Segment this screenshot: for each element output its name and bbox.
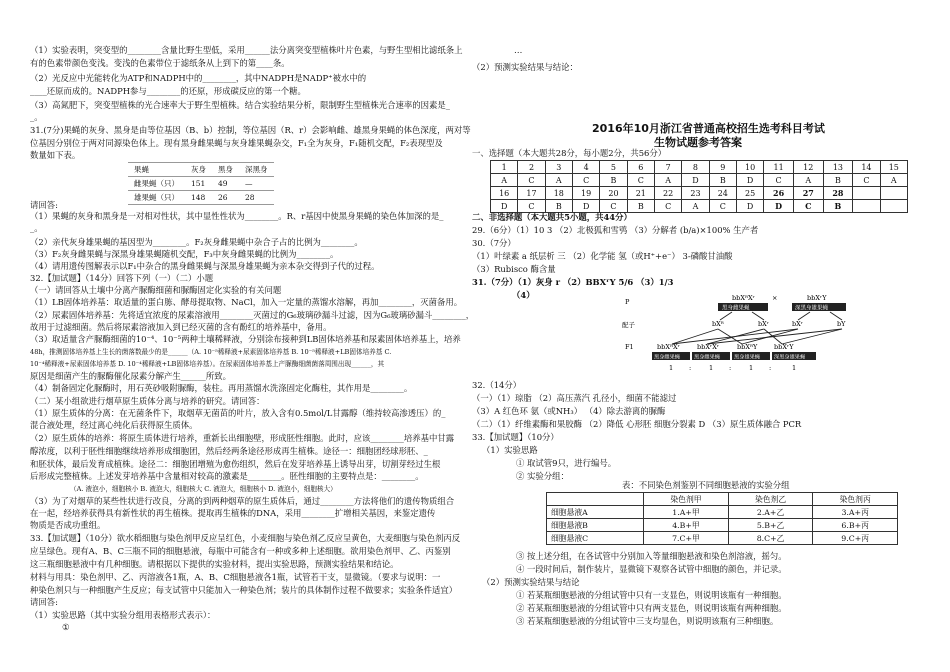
question-number-cell: 14 <box>853 161 880 174</box>
answer-cell: C <box>654 200 681 213</box>
table-header: 染色剂丙 <box>813 493 898 506</box>
table-row <box>547 506 898 519</box>
ans-31: 31.（7分）（1）灰身 r （2）BBXʳY 5/6 （3）1/3 <box>472 277 674 287</box>
q32-ii-1-cont: 混合液处理，经过离心纯化后获得原生质体。 <box>30 420 198 430</box>
q33-materials-cont: 种染色剂只与一种细胞产生反应；每支试管中只能加入一种染色剂；装片的具体制作过程不做要求；实验条件适宜） <box>30 585 458 595</box>
q32-title: 32.【加试题】（14分）回答下列（一）（二）小题 <box>30 273 214 283</box>
question-number-cell: 10 <box>736 161 763 174</box>
table-header: 染色剂乙 <box>728 493 813 506</box>
question-number-cell: 12 <box>793 161 823 174</box>
ratio-1: 1 <box>669 364 674 372</box>
ans-33-step2: ② 实验分组： <box>516 471 569 481</box>
answer-cell: C <box>764 174 794 187</box>
answer-cell: B <box>600 174 627 187</box>
answer-grid <box>490 160 908 213</box>
table-cell: 2.A+乙 <box>728 506 813 519</box>
section-choice-heading: 一、选择题（本大题共28分，每小题2分，共56分） <box>472 148 667 158</box>
answer-cell <box>880 200 907 213</box>
parent1-genotype: bbXᴿXʳ <box>732 294 755 302</box>
table-cell: 148 <box>185 191 212 205</box>
question-number-cell <box>880 187 907 200</box>
answer-cell: C <box>627 174 654 187</box>
gamete-2: bXʳ <box>758 320 770 328</box>
table-caption: 表：不同染色剂鉴别不同细胞悬液的实验分组 <box>622 480 790 490</box>
experiment-group-table <box>546 492 898 545</box>
q32-ii-2-options: （A. 液泡小，细胞核小 B. 液泡大，细胞核大 C. 液泡大，细胞核小 D. 液泡小，细胞核大） <box>70 485 337 493</box>
table-row <box>547 493 898 506</box>
table-cell: 5.B+乙 <box>728 519 813 532</box>
ans-33-1: （1）实验思路 <box>482 445 538 455</box>
parent2-phenotype: 深黑身雄果蝇 <box>795 305 829 312</box>
question-number-cell: 24 <box>709 187 736 200</box>
parent2-genotype: bbXʳY <box>807 294 827 302</box>
ratio-sep-1: : <box>689 364 692 372</box>
q32-4: （4）制备固定化脲酶时，用石英砂吸附脲酶，装柱。再用蒸馏水洗涤固定化酶柱，其作用是________。 <box>30 383 413 393</box>
table-cell: 28 <box>239 191 274 205</box>
question-number-cell: 8 <box>682 161 709 174</box>
question-number-cell: 17 <box>518 187 545 200</box>
ans-33-step4: ④ 一段时间后，制作装片，显微镜下观察各试管中细胞的颜色，并记录。 <box>516 564 787 574</box>
table-cell: 雄果蝇（只） <box>128 191 185 205</box>
section-open-heading: 二、非选择题（本大题共5小题，共44分） <box>472 212 632 222</box>
q30-line-3: （2）光反应中光能转化为ATP和NADPH中的________，其中NADPH是NADP⁺被水中的 <box>30 73 367 83</box>
q30-line-4: ____还原而成的。NADPH参与________的还原，形成碳反应的第一个糖。 <box>30 86 306 96</box>
ans-32: 32.（14分） <box>472 380 522 390</box>
ans-33: 33.【加试题】（10分） <box>472 432 559 442</box>
table-cell: 6.B+丙 <box>813 519 898 532</box>
left-column <box>30 0 475 672</box>
q32-ii-3: （3）为了对烟草的某些性状进行改良，分离的到两种烟草的原生质体后，通过________方法将他们的遗传物质组合 <box>30 496 455 506</box>
table-row <box>128 191 274 205</box>
answer-cell: A <box>682 200 709 213</box>
q33-circle-1: ① <box>62 622 70 632</box>
table-cell: 8.C+乙 <box>728 532 813 545</box>
table-cell: 49 <box>212 177 239 191</box>
gamete-1: bXᴿ <box>712 320 724 328</box>
answer-cell: D <box>491 200 518 213</box>
q32-ii-2-cont1: 醇浓度，以利于胚性细胞继续培养形成细胞团，然后经两条途径形成再生植株。途径一：细胞团经球形胚、_ <box>30 446 428 456</box>
q33-line-1: 33.【加试题】（10分）欲水稻细胞与染色剂甲反应呈红色，小麦细胞与染色剂乙反应呈黄色，大麦细胞与染色剂丙反 <box>30 533 461 543</box>
answer-cell: A <box>793 174 823 187</box>
ans-33-2: （2）预测实验结果与结论 <box>482 577 580 587</box>
q32-ii-3-cont1: 在一起，经培养获得具有新性状的再生植株。提取再生植株的DNA，采用________扩增相关基因，来鉴定遗传 <box>30 508 436 518</box>
q31-line-3: 数量如下表。 <box>30 150 81 160</box>
ans-32-i-3: （3）A 红色环 氨（或NH₃） （4）除去游离的脲酶 <box>472 406 666 416</box>
ans-32-ii: （二）（1）纤维素酶和果胶酶 （2）降低 心形胚 细胞分裂素 D （3）原生质体融合 PCR <box>472 419 802 429</box>
answer-cell <box>853 200 880 213</box>
table-row <box>128 177 274 191</box>
question-number-cell: 4 <box>572 161 599 174</box>
ans-29: 29.（6分）（1）10 3 （2）北极狐和雪鸮 （3）分解者 (b/a)×100% 生产者 <box>472 225 759 235</box>
offspring-1-phenotype: 黑身雌果蝇 <box>654 354 680 361</box>
answer-cell: C <box>518 200 545 213</box>
table-row <box>491 187 908 200</box>
table-cell: 细胞悬液C <box>547 532 644 545</box>
answer-subtitle: 生物试题参考答案 <box>654 136 742 149</box>
ans-33-step3: ③ 按上述分组，在各试管中分别加入等量细胞悬液和染色剂溶液，摇匀。 <box>516 551 787 561</box>
table-cell: — <box>239 177 274 191</box>
answer-cell: A <box>491 174 518 187</box>
table-cell: 1.A+甲 <box>644 506 729 519</box>
answer-cell: C <box>600 200 627 213</box>
answer-cell: D <box>572 200 599 213</box>
offspring-2: bbXʳXʳ <box>697 343 720 351</box>
table-row <box>491 200 908 213</box>
q32-ii-2-cont2: 和胚状体，最后发育成植株。途径二：细胞团增殖为愈伤组织，然后在发芽培养基上诱导出芽，切割芽经过生根 <box>30 459 441 469</box>
q30-line-1: （1）实验表明，突变型的________含量比野生型低，采用______法分离突变型植株叶片色素，与野生型相比滤纸条上 <box>30 45 463 55</box>
ans-33-result1: ① 若某瓶细胞悬液的分组试管中只有一支显色，则说明该瓶有一种细胞。 <box>516 590 787 600</box>
table-row <box>491 174 908 187</box>
table-row <box>547 532 898 545</box>
q31-line-2: 位基因分别位于两对同源染色体上。现有黑身雌果蝇与灰身雄果蝇杂交，F₁全为灰身，F₁随机交配，F₂表现型及 <box>30 138 443 148</box>
q32-ii-2-cont3: 后形成完整植株。上述发芽培养基中含量相对较高的激素是________。胚性细胞的主要特点是：________。 <box>30 471 424 481</box>
q31-sub1: （1）果蝇的灰身和黑身是一对相对性状，其中显性性状为________。R、r基因中使黑身果蝇的染色体加深的是_ <box>30 211 444 221</box>
question-number-cell: 27 <box>793 187 823 200</box>
ans-32-i: （一）（1）琼脂 （2）高压蒸汽 孔径小，细菌不能滤过 <box>472 393 677 403</box>
fly-data-table <box>128 162 274 205</box>
answer-cell: C <box>572 174 599 187</box>
table-cell: 细胞悬液A <box>547 506 644 519</box>
q33-line-2: 应呈绿色。现有A、B、C三瓶不同的细胞悬液，每瓶中可能含有一种或多种上述细胞。欲用染色剂甲、乙、丙鉴别 <box>30 546 451 556</box>
answer-cell: B <box>545 200 572 213</box>
q32-part2: （二）某小组欲进行烟草原生质体分离与培养的研究。请回答： <box>30 396 265 406</box>
q32-2: （2）尿素固体培养基：先将适宜浓度的尿素溶液用________灭菌过的G₆玻璃砂漏斗过滤，因为G₆玻璃砂漏斗________， <box>30 310 475 320</box>
answer-cell: A <box>545 174 572 187</box>
q33-1: （1）实验思路（其中实验分组用表格形式表示）： <box>30 610 216 620</box>
answer-cell: C <box>853 174 880 187</box>
gamete-4: bY <box>837 320 846 328</box>
q32-ii-1: （1）原生质体的分离：在无菌条件下，取烟草无菌苗的叶片，放入含有0.5mol/L甘露醇（维持较高渗透压）的_ <box>30 408 446 418</box>
q31-sub3: （3）F₂灰身雌果蝇与深黑身雄果蝇随机交配，F₃中灰身雌果蝇的比例为________。 <box>30 249 339 259</box>
gamete-3: bXʳ <box>792 320 804 328</box>
q30-line-5: （3）高氮肥下，突变型植株的光合速率大于野生型植株。结合实验结果分析，限制野生型植株光合速率的因素是_ <box>30 100 450 110</box>
table-cell: 3.A+丙 <box>813 506 898 519</box>
ans-31-4: （4） <box>512 290 535 300</box>
answer-cell: C <box>709 200 736 213</box>
q31-line-1: 31.(7分)果蝇的灰身、黑身是由等位基因（B、b）控制，等位基因（R、r）会影响雌、雄黑身果蝇的体色深度，两对等 <box>30 125 471 135</box>
cross-symbol: × <box>772 294 778 302</box>
table-cell: 26 <box>212 191 239 205</box>
ratio-sep-3: : <box>769 364 772 372</box>
table-cell: 细胞悬液B <box>547 519 644 532</box>
answer-cell: D <box>764 200 794 213</box>
question-number-cell: 22 <box>654 187 681 200</box>
q32-part1: （一）请回答从土壤中分离产脲酶细菌和脲酶固定化实验的有关问题 <box>30 285 282 295</box>
question-number-cell: 16 <box>491 187 518 200</box>
q32-3: （3）取适量含产脲酶细菌的10⁻⁴、10⁻⁵两种土壤稀释液，分别涂布接种到LB固体培养基和尿素固体培养基上，培养 <box>30 334 461 344</box>
table-row <box>491 161 908 174</box>
question-number-cell: 13 <box>823 161 853 174</box>
question-number-cell: 19 <box>572 187 599 200</box>
table-header <box>547 493 644 506</box>
answer-cell: B <box>823 174 853 187</box>
question-number-cell: 7 <box>654 161 681 174</box>
genetic-cross-diagram <box>622 292 862 374</box>
question-number-cell <box>853 187 880 200</box>
offspring-4: bbXʳY <box>774 343 794 351</box>
ans-30-3: （3）Rubisco 酶含量 <box>472 264 556 274</box>
question-number-cell: 26 <box>764 187 794 200</box>
answer-cell: B <box>823 200 853 213</box>
question-number-cell: 3 <box>545 161 572 174</box>
question-number-cell: 23 <box>682 187 709 200</box>
question-number-cell: 9 <box>709 161 736 174</box>
q32-3-cont: 原因是细菌产生的脲酶催化尿素分解产生______所致。 <box>30 371 231 381</box>
ellipsis: … <box>514 45 523 55</box>
ans-33-result2: ② 若某瓶细胞悬液的分组试管中只有两支显色，则说明该瓶有两种细胞。 <box>516 603 787 613</box>
question-number-cell: 20 <box>600 187 627 200</box>
table-header: 深黑身 <box>239 163 274 177</box>
answer-cell: A <box>654 174 681 187</box>
offspring-2-phenotype: 黑身雌果蝇 <box>694 354 720 361</box>
answer-cell: D <box>682 174 709 187</box>
parent1-phenotype: 黑身雌果蝇 <box>722 305 750 312</box>
table-cell: 151 <box>185 177 212 191</box>
f1-label: F1 <box>625 343 634 351</box>
ratio-4: 1 <box>792 364 797 372</box>
table-cell: 4.B+甲 <box>644 519 729 532</box>
answer-cell: D <box>736 200 763 213</box>
table-header: 果蝇 <box>128 163 185 177</box>
answer-cell: A <box>880 174 907 187</box>
q33-materials: 材料与用具：染色剂甲、乙、丙溶液各1瓶，A、B、C细胞悬液各1瓶，试管若干支，显微镜。（要求与说明：一 <box>30 572 441 582</box>
question-number-cell: 21 <box>627 187 654 200</box>
answer-cell: C <box>518 174 545 187</box>
table-row <box>547 519 898 532</box>
q32-3-options-1: 48h，推测固体培养基上生长的菌落数最少的是______（A. 10⁻⁵稀释液+尿素固体培养基 B. 10⁻⁵稀释液+LB固体培养基 C. <box>30 348 392 356</box>
table-cell: 7.C+甲 <box>644 532 729 545</box>
ans-30: 30.（7分） <box>472 238 516 248</box>
answer-cell: B <box>627 200 654 213</box>
q32-ii-2: （2）原生质体的培养：将原生质体进行培养，重新长出细胞壁，形成胚性细胞。此时，应该________培养基中甘露 <box>30 433 455 443</box>
question-number-cell: 6 <box>627 161 654 174</box>
answer-title: 2016年10月浙江省普通高校招生选考科目考试 <box>592 122 825 135</box>
q30-line-6: _。 <box>30 112 43 122</box>
table-header: 染色剂甲 <box>644 493 729 506</box>
q33-prompt: 请回答: <box>30 597 58 607</box>
offspring-3: bbXᴿY <box>737 343 758 351</box>
question-number-cell: 1 <box>491 161 518 174</box>
table-cell: 雌果蝇（只） <box>128 177 185 191</box>
q31-sub4: （4）请用遗传图解表示以F₁中杂合的黑身雌果蝇与深黑身雄果蝇为亲本杂交得到子代的过程。 <box>30 261 380 271</box>
q32-2-cont: 故用于过滤细菌。然后将尿素溶液加入到已经灭菌的含有酚红的培养基中，备用。 <box>30 322 332 332</box>
table-row <box>128 163 274 177</box>
ratio-2: 1 <box>709 364 714 372</box>
question-number-cell: 25 <box>736 187 763 200</box>
q30-line-2: 有的色素带颜色变浅。变浅的色素带位于滤纸条从上到下的第____条。 <box>30 58 290 68</box>
table-header: 黑身 <box>212 163 239 177</box>
p-label: P <box>625 298 630 306</box>
gamete-label: 配子 <box>622 321 635 329</box>
question-number-cell: 11 <box>764 161 794 174</box>
question-number-cell: 15 <box>880 161 907 174</box>
question-number-cell: 28 <box>823 187 853 200</box>
ratio-sep-2: : <box>729 364 732 372</box>
offspring-4-phenotype: 深黑身雄果蝇 <box>774 354 806 361</box>
ans-33-result3: ③ 若某瓶细胞悬液的分组试管中三支均显色，则说明该瓶有三种细胞。 <box>516 616 779 626</box>
question-number-cell: 2 <box>518 161 545 174</box>
answer-cell: B <box>709 174 736 187</box>
offspring-1: bbXᴿXʳ <box>657 343 680 351</box>
right-column <box>472 0 920 672</box>
q33-line-3: 这三瓶细胞悬液中有几种细胞。请根据以下提供的实验材料，提出实验思路，预测实验结果和结论。 <box>30 559 399 569</box>
q33-2-prompt: （2）预测实验结果与结论： <box>472 62 578 72</box>
question-number-cell: 18 <box>545 187 572 200</box>
q31-sub2: （2）亲代灰身雄果蝇的基因型为________。F₂灰身雌果蝇中杂合子占的比例为________。 <box>30 237 363 247</box>
table-cell: 9.C+丙 <box>813 532 898 545</box>
ratio-3: 1 <box>749 364 754 372</box>
ans-30-1: （1）叶绿素 a 纸层析 三 （2）化学能 氢（或H⁺+e⁻） 3-磷酸甘油酸 <box>472 251 733 261</box>
table-header: 灰身 <box>185 163 212 177</box>
ans-33-step1: ① 取试管9只，进行编号。 <box>516 458 617 468</box>
q31-sub1-cont: _。 <box>30 223 43 233</box>
answer-cell: D <box>736 174 763 187</box>
offspring-3-phenotype: 黑身雄果蝇 <box>734 354 760 361</box>
q32-3-options-2: 10⁻⁴稀释液+尿素固体培养基 D. 10⁻⁴稀释液+LB固体培养基）。在尿素固体培养基上产脲酶细菌菌落周围出现______，其 <box>30 360 385 368</box>
answer-cell: C <box>793 200 823 213</box>
q32-ii-3-cont2: 物质是否成功重组。 <box>30 520 106 530</box>
q32-1: （1）LB固体培养基：取适量的蛋白胨、酵母提取物、NaCl，加入一定量的蒸馏水溶解，再加________，灭菌备用。 <box>30 297 463 307</box>
q31-prompt: 请回答: <box>30 200 58 210</box>
question-number-cell: 5 <box>600 161 627 174</box>
